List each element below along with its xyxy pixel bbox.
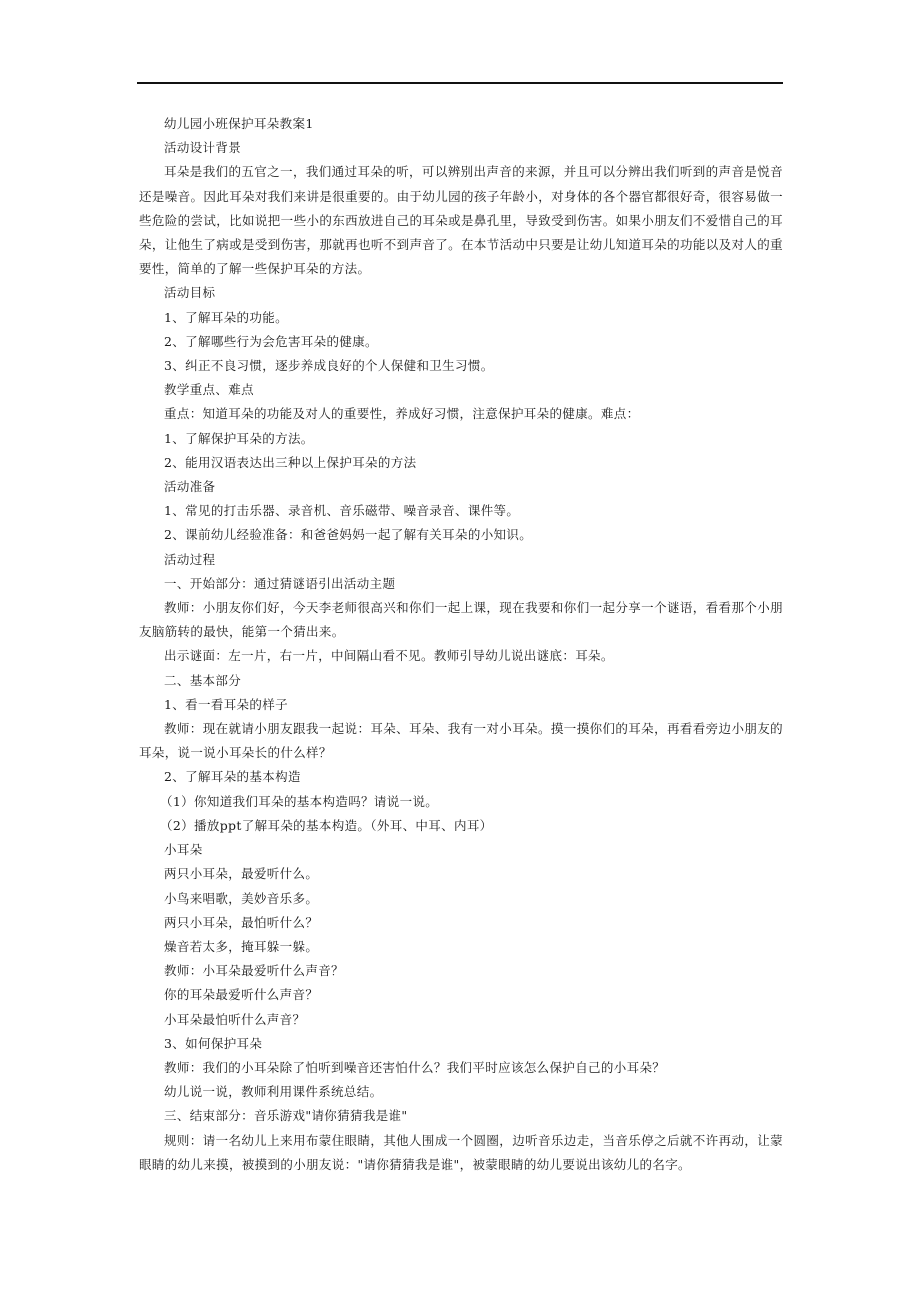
rhyme-title: 小耳朵 xyxy=(164,842,203,858)
rhyme-line: 燥音若太多，掩耳躲一躲。 xyxy=(164,938,319,954)
teacher-dialogue: 教师：小朋友你们好，今天李老师很高兴和你们一起上课，现在我要和你们一起分享一个谜语，看看那个小朋友脑筋转的最快，能第一个猜出来。 xyxy=(139,600,783,640)
goal-item: 1、了解耳朵的功能。 xyxy=(164,309,288,325)
goal-item: 3、纠正不良习惯，逐步养成良好的个人保健和卫生习惯。 xyxy=(164,358,494,374)
sub-step: （1）你知道我们耳朵的基本构造吗？请说一说。 xyxy=(160,793,439,809)
difficulty-item: 2、能用汉语表达出三种以上保护耳朵的方法 xyxy=(164,454,417,470)
activity-step: 3、如何保护耳朵 xyxy=(164,1035,263,1051)
process-part-heading: 二、基本部分 xyxy=(164,672,242,688)
game-rules: 规则：请一名幼儿上来用布蒙住眼睛，其他人围成一个圆圈，边听音乐边走，当音乐停之后就不许再动，让蒙眼睛的幼儿来摸，被摸到的小朋友说："请你猜猜我是谁"，被蒙眼睛的幼儿要说出该幼儿的名字。 xyxy=(139,1132,783,1172)
process-part-heading: 一、开始部分：通过猜谜语引出活动主题 xyxy=(164,575,396,591)
header-rule xyxy=(137,82,783,84)
background-paragraph: 耳朵是我们的五官之一，我们通过耳朵的听，可以辨别出声音的来源，并且可以分辨出我们听到的声音是悦音还是噪音。因此耳朵对我们来讲是很重要的。由于幼儿园的孩子年龄小，对身体的各个器官都很好奇，很容易做一些危险的尝试，比如说把一些小的东西放进自己的耳朵或是鼻孔里，导致受到伤害。如果小朋友们不爱惜自己的耳朵，让他生了病或是受到伤害，那就再也听不到声音了。在本节活动中只要是让幼儿知道耳朵的功能以及对人的重要性，简单的了解一些保护耳朵的方法。 xyxy=(139,164,783,277)
summary-text: 幼儿说一说，教师利用课件系统总结。 xyxy=(164,1084,383,1100)
riddle-text: 出示谜面：左一片，右一片，中间隔山看不见。教师引导幼儿说出谜底：耳朵。 xyxy=(164,648,614,664)
preparation-item: 2、课前幼儿经验准备：和爸爸妈妈一起了解有关耳朵的小知识。 xyxy=(164,527,533,543)
document-body xyxy=(139,112,783,1177)
goal-item: 2、了解哪些行为会危害耳朵的健康。 xyxy=(164,333,378,349)
teacher-dialogue: 教师：现在就请小朋友跟我一起说：耳朵、耳朵、我有一对小耳朵。摸一摸你们的耳朵，再看看旁边小朋友的耳朵，说一说小耳朵长的什么样？ xyxy=(139,721,783,761)
rhyme-line: 两只小耳朵，最爱听什么。 xyxy=(164,866,319,882)
section-heading-process: 活动过程 xyxy=(164,551,216,567)
difficulty-item: 1、了解保护耳朵的方法。 xyxy=(164,430,314,446)
section-heading-preparation: 活动准备 xyxy=(164,479,216,495)
teacher-question: 你的耳朵最爱听什么声音？ xyxy=(164,987,319,1003)
teacher-dialogue: 教师：我们的小耳朵除了怕听到噪音还害怕什么？我们平时应该怎么保护自己的小耳朵？ xyxy=(164,1059,666,1075)
focus-text: 重点：知道耳朵的功能及对人的重要性，养成好习惯，注意保护耳朵的健康。难点： xyxy=(164,406,640,422)
process-part-heading: 三、结束部分：音乐游戏"请你猜猜我是谁" xyxy=(164,1108,408,1124)
teacher-question: 教师：小耳朵最爱听什么声音？ xyxy=(164,963,344,979)
section-heading-focus: 教学重点、难点 xyxy=(164,382,254,398)
section-heading-background: 活动设计背景 xyxy=(164,140,242,156)
rhyme-line: 小鸟来唱歌，美妙音乐多。 xyxy=(164,890,319,906)
sub-step: （2）播放ppt了解耳朵的基本构造。（外耳、中耳、内耳） xyxy=(160,817,493,833)
activity-step: 1、看一看耳朵的样子 xyxy=(164,696,288,712)
section-heading-goals: 活动目标 xyxy=(164,285,216,301)
preparation-item: 1、常见的打击乐器、录音机、音乐磁带、噪音录音、课件等。 xyxy=(164,503,520,519)
activity-step: 2、了解耳朵的基本构造 xyxy=(164,769,301,785)
rhyme-line: 两只小耳朵，最怕听什么？ xyxy=(164,914,319,930)
document-title: 幼儿园小班保护耳朵教案1 xyxy=(164,116,314,131)
teacher-question: 小耳朵最怕听什么声音？ xyxy=(164,1011,306,1027)
